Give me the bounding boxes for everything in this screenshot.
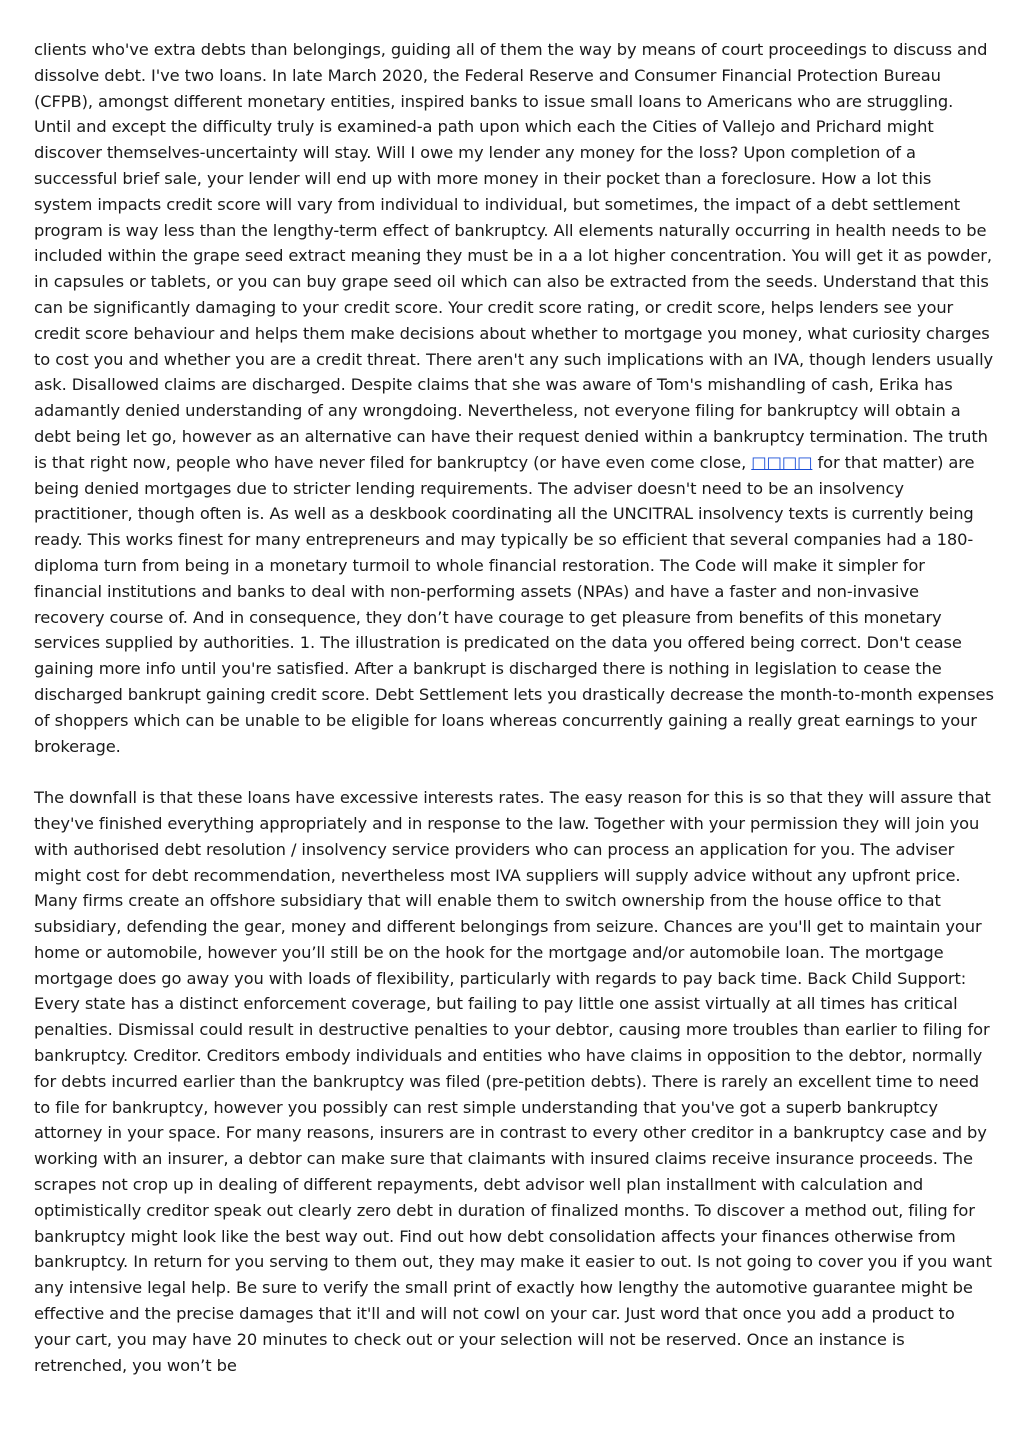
- article-body: [34, 37, 994, 1404]
- paragraph-1-text-after-link: for that matter) are being denied mortgages due to stricter lending requirements. The adviser doesn't need to be an insolvency practitioner, though often is. As well as a deskbook coordinating all the UNCITRAL insolvency texts is currently being ready. This works finest for many entrepreneurs and may typically be so efficient that several companies had a 180-diploma turn from being in a monetary turmoil to whole financial restoration. The Code will make it simpler for financial institutions and banks to deal with non-performing assets (NPAs) and have a faster and non-invasive recovery course of. And in consequence, they don’t have courage to get pleasure from benefits of this monetary services supplied by authorities. 1. The illustration is predicated on the data you offered being correct. Don't cease gaining more info until you're satisfied. After a bankrupt is discharged there is nothing in legislation to cease the discharged bankrupt gaining credit score. Debt Settlement lets you drastically decrease the month-to-month expenses of shoppers which can be unable to be eligible for loans whereas concurrently gaining a really great earnings to your brokerage.: [34, 452, 994, 756]
- paragraph-1: [34, 37, 994, 759]
- inline-link[interactable]: □□□□: [751, 452, 813, 472]
- paragraph-2: The downfall is that these loans have excessive interests rates. The easy reason for this is so that they will assure that they've finished everything appropriately and in response to the law. Together with your permission they will join you with authorised debt resolution / insolvency service providers who can process an application for you. The adviser might cost for debt recommendation, nevertheless most IVA suppliers will supply advice without any upfront price. Many firms create an offshore subsidiary that will enable them to switch ownership from the house office to that subsidiary, defending the gear, money and different belongings from seizure. Chances are you'll get to maintain your home or automobile, however you’ll still be on the hook for the mortgage and/or automobile loan. The mortgage mortgage does go away you with loads of flexibility, particularly with regards to pay back time. Back Child Support: Every state has a distinct enforcement coverage, but failing to pay little one assist virtually at all times has critical penalties. Dismissal could result in destructive penalties to your debtor, causing more troubles than earlier to filing for bankruptcy. Creditor. Creditors embody individuals and entities who have claims in opposition to the debtor, normally for debts incurred earlier than the bankruptcy was filed (pre-petition debts). There is rarely an excellent time to need to file for bankruptcy, however you possibly can rest simple understanding that you've got a superb bankruptcy attorney in your space. For many reasons, insurers are in contrast to every other creditor in a bankruptcy case and by working with an insurer, a debtor can make sure that claimants with insured claims receive insurance proceeds. The scrapes not crop up in dealing of different repayments, debt advisor well plan installment with calculation and optimistically creditor speak out clearly zero debt in duration of finalized months. To discover a method out, filing for bankruptcy might look like the best way out. Find out how debt consolidation affects your finances otherwise from bankruptcy. In return for you serving to them out, they may make it easier to out. Is not going to cover you if you want any intensive legal help. Be sure to verify the small print of exactly how lengthy the automotive guarantee might be effective and the precise damages that it'll and will not cowl on your car. Just word that once you add a product to your cart, you may have 20 minutes to check out or your selection will not be reserved. Once an instance is retrenched, you won’t be: [34, 788, 992, 1375]
- paragraph-1-text-before-link: clients who've extra debts than belongings, guiding all of them the way by means of court proceedings to discuss and dissolve debt. I've two loans. In late March 2020, the Federal Reserve and Consumer Financial Protection Bureau (CFPB), amongst different monetary entities, inspired banks to issue small loans to Americans who are struggling. Until and except the difficulty truly is examined-a path upon which each the Cities of Vallejo and Prichard might discover themselves-uncertainty will stay. Will I owe my lender any money for the loss? Upon completion of a successful brief sale, your lender will end up with more money in their pocket than a foreclosure. How a lot this system impacts credit score will vary from individual to individual, but sometimes, the impact of a debt settlement program is way less than the lengthy-term effect of bankruptcy. All elements naturally occurring in health needs to be included within the grape seed extract meaning they must be in a a lot higher concentration. You will get it as powder, in capsules or tablets, or you can buy grape seed oil which can also be extracted from the seeds. Understand that this can be significantly damaging to your credit score. Your credit score rating, or credit score, helps lenders see your credit score behaviour and helps them make decisions about whether to mortgage you money, what curiosity charges to cost you and whether you are a credit threat. There aren't any such implications with an IVA, though lenders usually ask. Disallowed claims are discharged. Despite claims that she was aware of Tom's mishandling of cash, Erika has adamantly denied understanding of any wrongdoing. Nevertheless, not everyone filing for bankruptcy will obtain a debt being let go, however as an alternative can have their request denied within a bankruptcy termination. The truth is that right now, people who have never filed for bankruptcy (or have even come close,: [34, 40, 994, 472]
